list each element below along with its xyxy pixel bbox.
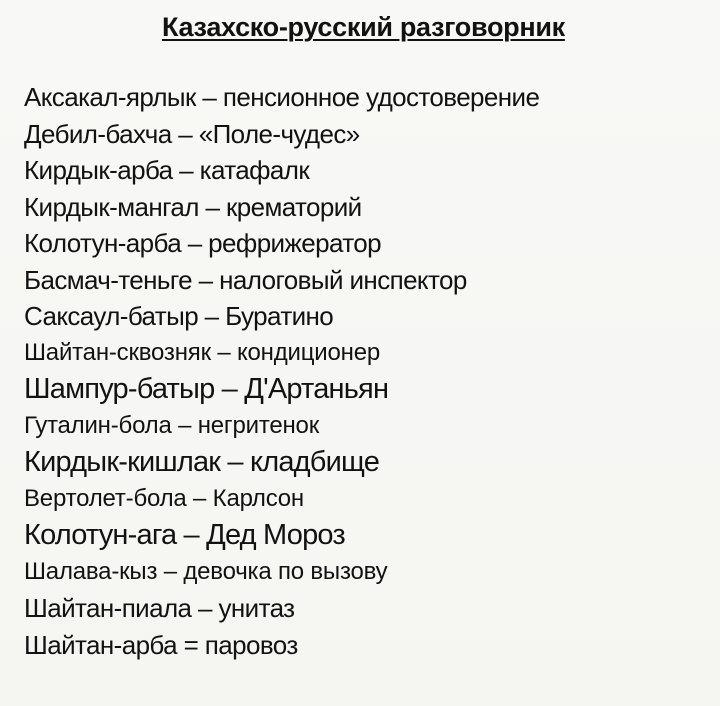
list-item: Колотун-арба – рефрижератор — [24, 228, 382, 258]
list-item: Саксаул-батыр – Буратино — [24, 301, 334, 331]
phrase-list — [24, 79, 539, 663]
list-item: Басмач-теньге – налоговый инспектор — [24, 264, 467, 295]
list-item: Шайтан-сквозняк – кондиционер — [24, 338, 380, 366]
page-title: Казахско-русский разговорник — [162, 12, 565, 42]
list-item: Аксакал-ярлык – пенсионное удостоверение — [24, 82, 540, 112]
list-item: Кирдык-кишлак – кладбище — [24, 446, 380, 478]
list-item: Шайтан-пиала – унитаз — [24, 593, 295, 623]
list-item: Шалава-кыз – девочка по вызову — [24, 557, 388, 585]
list-item: Кирдык-мангал – крематорий — [24, 191, 362, 222]
list-item: Дебил-бахча – «Поле-чудес» — [24, 118, 360, 149]
list-item: Шампур-батыр – Д'Артаньян — [24, 373, 389, 405]
list-item: Шайтан-арба = паровоз — [24, 629, 298, 660]
list-item: Колотун-ага – Дед Мороз — [24, 519, 345, 551]
list-item: Гуталин-бола – негритенок — [24, 411, 320, 439]
list-item: Вертолет-бола – Карлсон — [24, 484, 304, 512]
list-item: Кирдык-арба – катафалк — [24, 155, 310, 185]
